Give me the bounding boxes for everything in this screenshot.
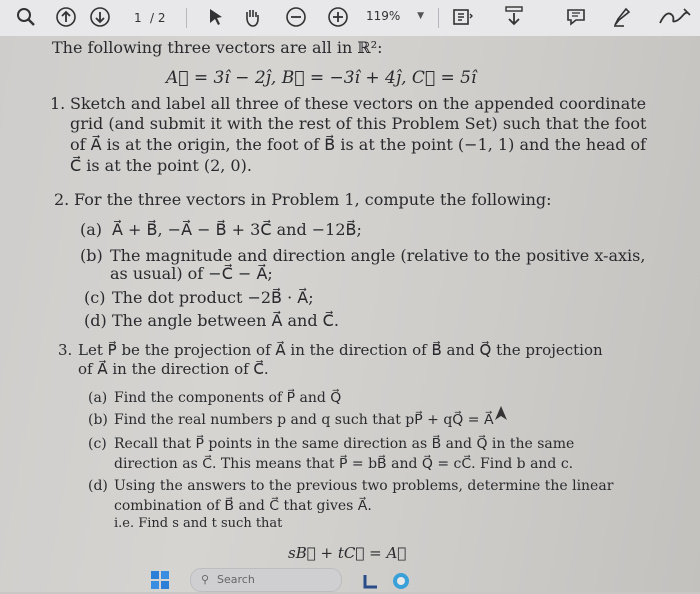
problem-2-number: 2.: [54, 190, 70, 209]
page-total: / 2: [150, 11, 166, 25]
zoom-level-value: 119%: [366, 9, 401, 23]
vectors-formula: A⃗ = 3î − 2ĵ, B⃗ = −3î + 4ĵ, C⃗ = 5î: [166, 68, 477, 88]
hand-tool-icon[interactable]: [240, 5, 264, 29]
problem-3d-text-cont: i.e. Find s and t such that: [114, 516, 283, 531]
start-menu-icon[interactable]: [150, 570, 170, 590]
problem-2a-label: (a): [80, 220, 103, 239]
taskbar-app-icon[interactable]: [392, 572, 410, 590]
problem-3c-text: Recall that P⃗ points in the same direction as B⃗ and Q⃗ in the same: [114, 436, 575, 452]
problem-3a-text: Find the components of P⃗ and Q⃗: [114, 390, 342, 406]
current-page-number[interactable]: 1: [134, 11, 142, 25]
taskbar-search-placeholder: Search: [217, 573, 255, 586]
pdf-page: [0, 36, 700, 592]
download-icon[interactable]: [502, 5, 526, 29]
problem-3d-text: Using the answers to the previous two problems, determine the linear: [114, 478, 614, 494]
problem-3d-text-cont: combination of B⃗ and C⃗ that gives A⃗.: [114, 498, 372, 514]
problem-3-lead: Let P⃗ be the projection of A⃗ in the direction of B⃗ and Q⃗ the projection: [78, 341, 603, 359]
chevron-down-icon: ▼: [417, 11, 424, 21]
problem-2-lead: For the three vectors in Problem 1, compute the following:: [74, 190, 552, 209]
pdf-toolbar: [0, 0, 700, 37]
problem-1-line: grid (and submit it with the rest of this Problem Set) such that the foot: [70, 114, 647, 133]
problem-2b-text: The magnitude and direction angle (relative to the positive x-axis,: [110, 246, 646, 265]
problem-1-line: C⃗ is at the point (2, 0).: [70, 156, 252, 175]
problem-2b-text-cont: as usual) of −C⃗ − A⃗;: [110, 264, 273, 283]
zoom-out-icon[interactable]: [284, 5, 308, 29]
fit-page-icon[interactable]: [450, 5, 474, 29]
search-icon[interactable]: [14, 5, 38, 29]
zoom-level-dropdown[interactable]: [366, 5, 426, 27]
problem-1-line: Sketch and label all three of these vectors on the appended coordinate: [70, 94, 647, 113]
taskbar-search-box[interactable]: [190, 568, 342, 592]
toolbar-divider: [186, 8, 187, 28]
problem-2c-text: The dot product −2B⃗ · A⃗;: [112, 288, 314, 307]
problem-1-number: 1.: [50, 94, 66, 113]
comment-icon[interactable]: [564, 5, 588, 29]
zoom-in-icon[interactable]: [326, 5, 350, 29]
final-formula: sB⃗ + tC⃗ = A⃗: [288, 544, 407, 562]
problem-3c-text-cont: direction as C⃗. This means that P⃗ = bB⃗ and Q⃗ = cC⃗. Find b and c.: [114, 456, 574, 472]
problem-3a-label: (a): [88, 390, 108, 406]
os-taskbar: [130, 566, 460, 592]
taskbar-app-icon[interactable]: [362, 572, 380, 590]
problem-1-line: of A⃗ is at the origin, the foot of B⃗ is at the point (−1, 1) and the head of: [70, 135, 647, 154]
problem-3-number: 3.: [58, 341, 73, 359]
highlighter-icon[interactable]: [610, 5, 634, 29]
problem-2b-label: (b): [80, 246, 103, 265]
problem-3d-label: (d): [88, 478, 108, 494]
problem-3c-label: (c): [88, 436, 107, 452]
intro-text: The following three vectors are all in ℝ²:: [52, 38, 383, 57]
search-icon: ⚲: [201, 573, 210, 586]
problem-2a-text: A⃗ + B⃗, −A⃗ − B⃗ + 3C⃗ and −12B⃗;: [112, 220, 362, 239]
problem-3b-text: Find the real numbers p and q such that pP⃗ + qQ⃗ = A⃗: [114, 412, 494, 428]
next-page-icon[interactable]: [88, 5, 112, 29]
select-cursor-icon[interactable]: [204, 5, 228, 29]
previous-page-icon[interactable]: [54, 5, 78, 29]
draw-icon[interactable]: [656, 5, 696, 29]
problem-3b-label: (b): [88, 412, 108, 428]
problem-3-lead-cont: of A⃗ in the direction of C⃗.: [78, 360, 269, 378]
problem-2d-label: (d): [84, 311, 107, 330]
toolbar-divider: [438, 8, 439, 28]
mouse-cursor-icon: [493, 404, 509, 422]
problem-2d-text: The angle between A⃗ and C⃗.: [112, 311, 339, 330]
problem-2c-label: (c): [84, 288, 106, 307]
